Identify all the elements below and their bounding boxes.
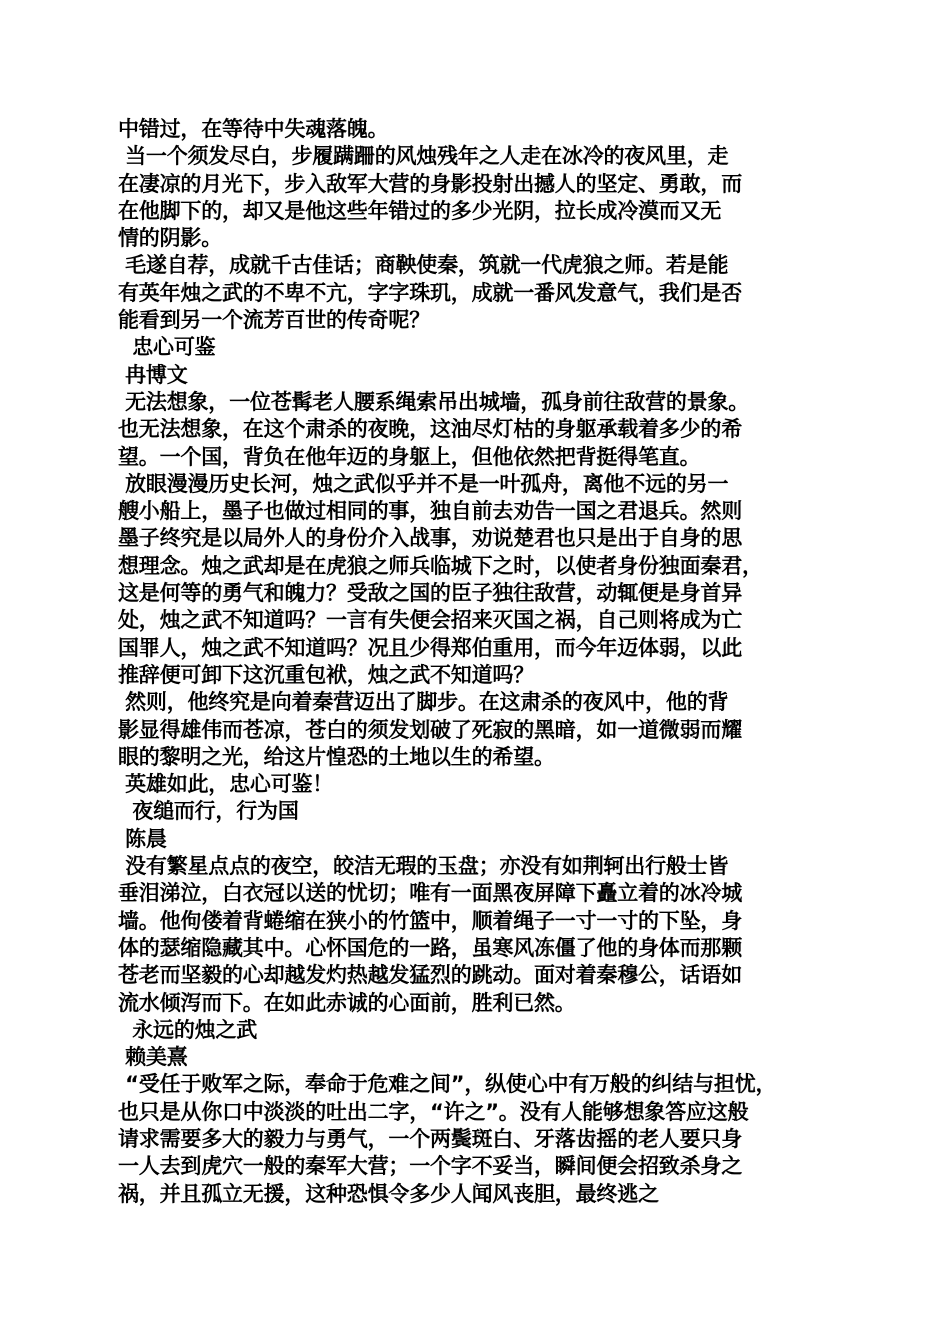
text-line: 毛遂自荐，成就千古佳话；商鞅使秦，筑就一代虎狼之师。若是能 — [118, 253, 729, 278]
text-line: 也无法想象，在这个肃杀的夜晚，这油尽灯枯的身躯承载着多少的希 — [118, 417, 742, 442]
author-name: 陈晨 — [118, 826, 167, 851]
text-line: 艘小船上，墨子也做过相同的事，独自前去劝告一国之君退兵。然则 — [118, 499, 742, 524]
text-line: 推辞便可卸下这沉重包袱，烛之武不知道吗？ — [118, 662, 534, 687]
text-line: 一人去到虎穴一般的秦军大营；一个字不妥当，瞬间便会招致杀身之 — [118, 1154, 742, 1179]
text-line: 影显得雄伟而苍凉，苍白的须发划破了死寂的黑暗，如一道微弱而耀 — [118, 717, 742, 742]
text-line: 放眼漫漫历史长河，烛之武似乎并不是一叶孤舟，离他不远的另一 — [118, 471, 729, 496]
section-title: 夜缒而行，行为国 — [118, 799, 299, 824]
document-body — [118, 116, 848, 1208]
text-line: 能看到另一个流芳百世的传奇呢？ — [118, 308, 430, 333]
section-title: 忠心可鉴 — [118, 335, 216, 360]
text-line: 这是何等的勇气和魄力？受敌之国的臣子独往敌营，动辄便是身首异 — [118, 581, 742, 606]
text-line: 眼的黎明之光，给这片惶恐的土地以生的希望。 — [118, 744, 555, 769]
text-line: 苍老而坚毅的心却越发灼热越发猛烈的跳动。面对着秦穆公，话语如 — [118, 963, 742, 988]
text-line: 体的瑟缩隐藏其中。心怀国危的一路，虽寒风冻僵了他的身体而那颗 — [118, 935, 742, 960]
text-line: 想理念。烛之武却是在虎狼之师兵临城下之时，以使者身份独面秦君， — [118, 553, 763, 578]
text-line: 在他脚下的，却又是他这些年错过的多少光阴，拉长成冷漠而又无 — [118, 198, 722, 223]
text-line: 祸，并且孤立无援，这种恐惧令多少人闻风丧胆，最终逃之 — [118, 1181, 659, 1206]
text-line: 也只是从你口中淡淡的吐出二字，“许之”。没有人能够想象答应这般 — [118, 1099, 749, 1124]
section-title: 永远的烛之武 — [118, 1017, 258, 1042]
text-line: 处，烛之武不知道吗？一言有失便会招来灭国之祸，自己则将成为亡 — [118, 608, 742, 633]
text-line: “受任于败军之际，奉命于危难之间”，纵使心中有万般的纠结与担忧， — [118, 1072, 777, 1097]
text-line: 墙。他佝偻着背蜷缩在狭小的竹篮中，顺着绳子一寸一寸的下坠，身 — [118, 908, 742, 933]
text-line: 然则，他终究是向着秦营迈出了脚步。在这肃杀的夜风中，他的背 — [118, 690, 729, 715]
author-name: 冉博文 — [118, 362, 188, 387]
text-line: 有英年烛之武的不卑不亢，字字珠玑，成就一番风发意气，我们是否 — [118, 280, 742, 305]
text-line: 流水倾泻而下。在如此赤诚的心面前，胜利已然。 — [118, 990, 576, 1015]
text-line: 垂泪涕泣，白衣冠以送的忧切；唯有一面黑夜屏障下矗立着的冰冷城 — [118, 881, 742, 906]
author-name: 赖美熹 — [118, 1045, 188, 1070]
text-line: 当一个须发尽白，步履蹒跚的风烛残年之人走在冰冷的夜风里，走 — [118, 144, 729, 169]
text-line: 没有繁星点点的夜空，皎洁无瑕的玉盘；亦没有如荆轲出行般士皆 — [118, 854, 729, 879]
text-line: 情的阴影。 — [118, 226, 222, 251]
text-line: 国罪人，烛之武不知道吗？况且少得郑伯重用，而今年迈体弱，以此 — [118, 635, 742, 660]
text-line: 望。一个国，背负在他年迈的身躯上，但他依然把背挺得笔直。 — [118, 444, 701, 469]
text-line: 在凄凉的月光下，步入敌军大营的身影投射出撼人的坚定、勇敢，而 — [118, 171, 742, 196]
text-line: 请求需要多大的毅力与勇气，一个两鬓斑白、牙落齿摇的老人要只身 — [118, 1126, 742, 1151]
text-line: 英雄如此，忠心可鉴！ — [118, 772, 334, 797]
text-line: 中错过，在等待中失魂落魄。 — [118, 117, 389, 141]
text-line: 墨子终究是以局外人的身份介入战事，劝说楚君也只是出于自身的思 — [118, 526, 742, 551]
text-line: 无法想象，一位苍髯老人腰系绳索吊出城墙，孤身前往敌营的景象。 — [118, 389, 750, 414]
